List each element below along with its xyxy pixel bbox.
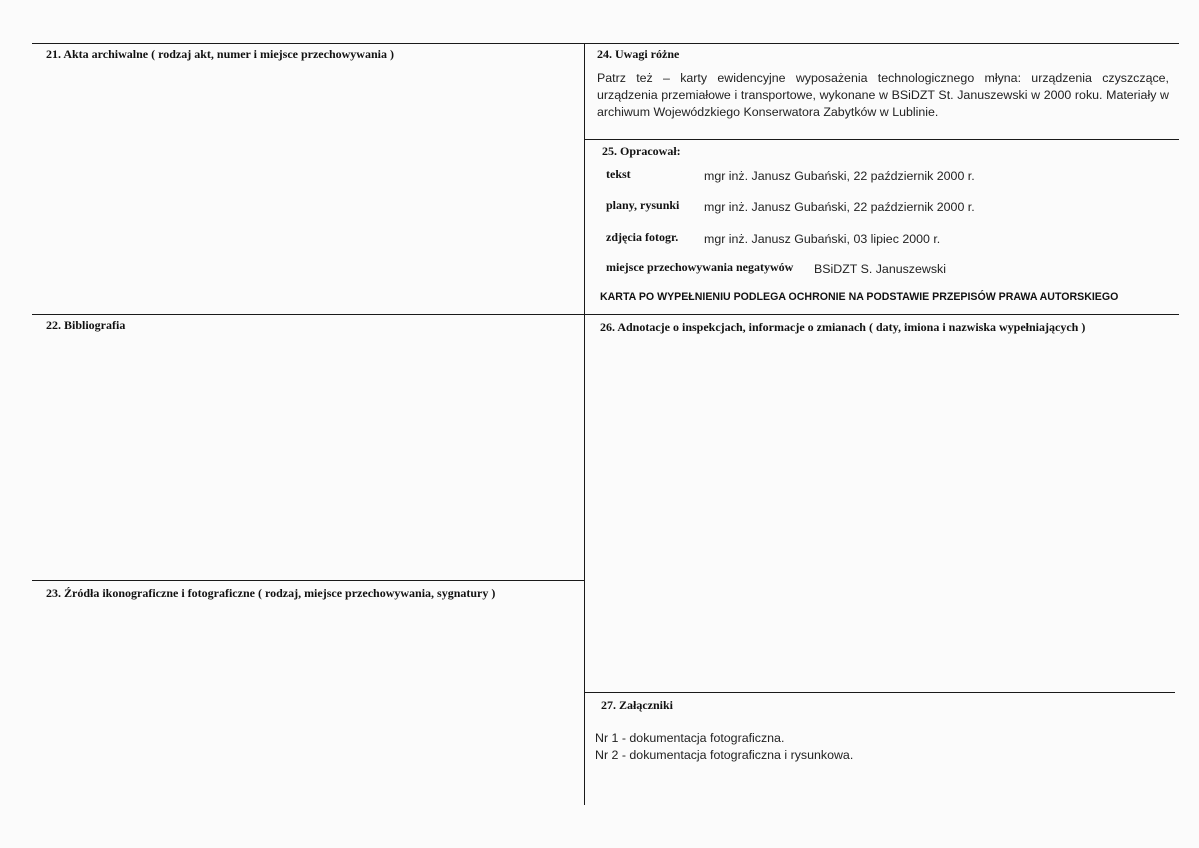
section-24-title: 24. Uwagi różne	[597, 47, 680, 61]
top-rule-left	[32, 43, 585, 44]
divider-row2-right	[585, 314, 1179, 315]
section-27-title: 27. Załączniki	[601, 698, 674, 712]
section-21-title: 21. Akta archiwalne ( rodzaj akt, numer i miejsce przechowywania )	[46, 47, 394, 61]
section-25-title: 25. Opracował:	[602, 144, 681, 158]
center-divider	[584, 43, 585, 805]
credit-label-negatywy: miejsce przechowywania negatywów	[606, 260, 794, 274]
divider-row2-left	[32, 314, 585, 315]
section-22-title: 22. Bibliografia	[46, 318, 126, 332]
attachment-item: Nr 1 - dokumentacja fotograficzna.	[595, 731, 785, 745]
copyright-notice: KARTA PO WYPEŁNIENIU PODLEGA OCHRONIE NA PODSTAWIE PRZEPISÓW PRAWA AUTORSKIEGO	[600, 291, 1119, 303]
credit-value-negatywy: BSiDZT S. Januszewski	[814, 262, 946, 276]
credit-value-tekst: mgr inż. Janusz Gubański, 22 październik 2000 r.	[704, 169, 975, 183]
credit-value-zdjecia: mgr inż. Janusz Gubański, 03 lipiec 2000 r.	[704, 232, 941, 246]
top-rule-right	[585, 43, 1179, 44]
divider-22-23	[32, 580, 585, 581]
divider-24-25	[585, 139, 1179, 140]
section-26-title: 26. Adnotacje o inspekcjach, informacje o zmianach ( daty, imiona i nazwiska wypełniających )	[600, 320, 1086, 334]
credit-label-zdjecia: zdjęcia fotogr.	[606, 230, 679, 244]
divider-26-27	[585, 692, 1175, 693]
section-24-text: Patrz też – karty ewidencyjne wyposażenia technologicznego młyna: urządzenia czyszczące, urządzenia przemiałowe i transportowe, wykonane w BSiDZT St. Januszewski w 2000 roku. Materiały w archiwum Wojewódzkiego Konserwatora Zabytków w Lublinie.	[597, 71, 1169, 119]
attachment-item: Nr 2 - dokumentacja fotograficzna i rysunkowa.	[595, 748, 854, 762]
credit-value-plany: mgr inż. Janusz Gubański, 22 październik 2000 r.	[704, 200, 975, 214]
credit-label-tekst: tekst	[606, 167, 631, 181]
credit-label-plany: plany, rysunki	[606, 198, 680, 212]
section-23-title: 23. Źródła ikonograficzne i fotograficzne ( rodzaj, miejsce przechowywania, sygnatury )	[46, 586, 496, 600]
